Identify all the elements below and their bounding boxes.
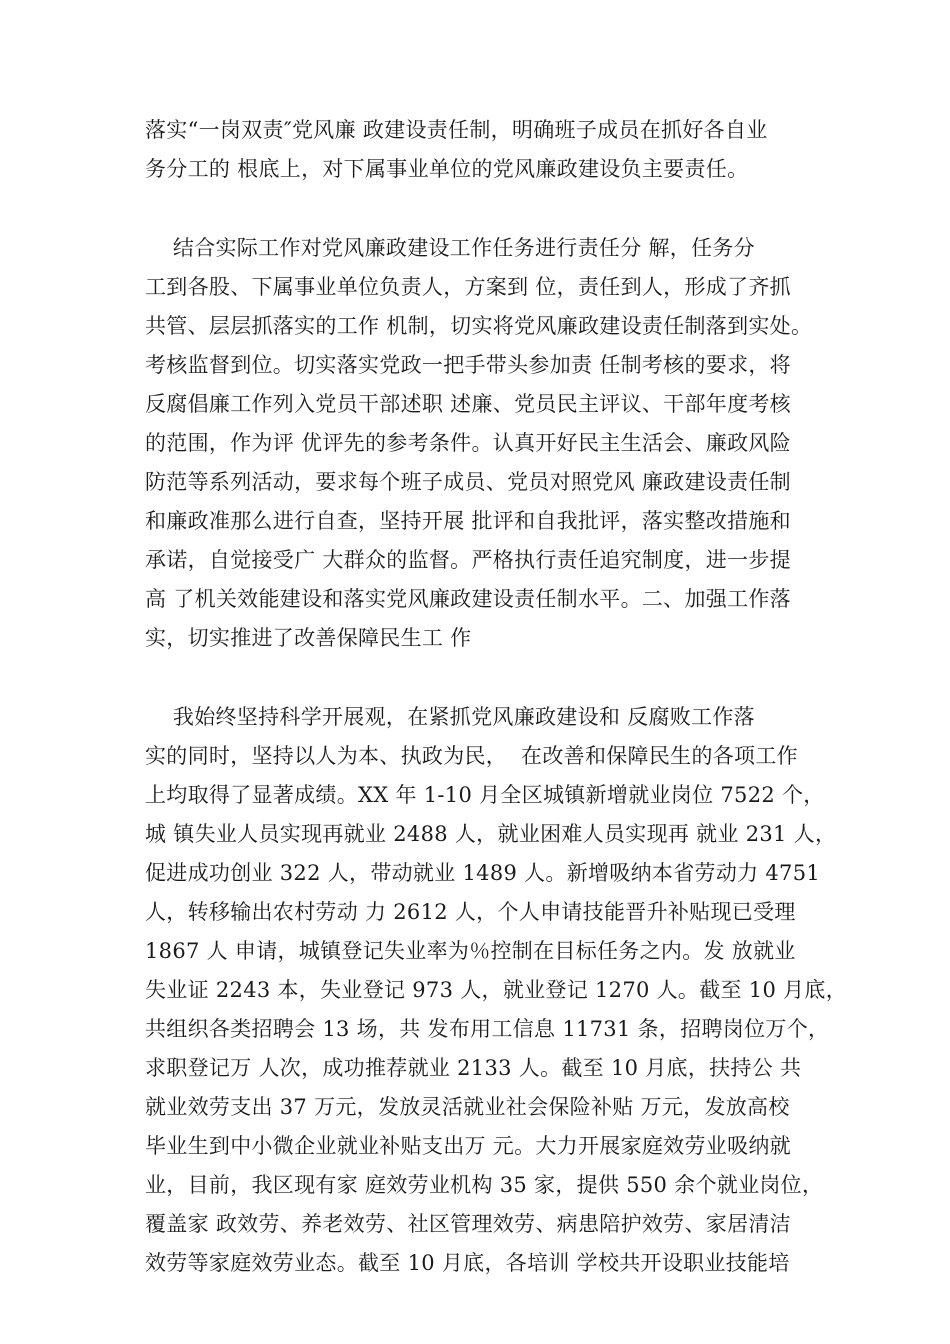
text-line: 毕业生到中小微企业就业补贴支出万 元。大力开展家庭效劳业吸纳就 [145,1134,791,1158]
text-line: 和廉政准那么进行自查，坚持开展 批评和自我批评，落实整改措施和 [145,509,791,533]
text-line: 工到各股、下属事业单位负责人，方案到 位，责任到人，形成了齐抓 [145,275,791,299]
text-line: 承诺，自觉接受广 大群众的监督。严格执行责任追究制度，进一步提 [145,548,791,572]
text-line: 的范围，作为评 优评先的参考条件。认真开好民主生活会、廉政风险 [145,431,791,455]
text-line: 考核监督到位。切实落实党政一把手带头参加责 任制考核的要求，将 [145,353,791,377]
text-line: 共管、层层抓落实的工作 机制，切实将党风廉政建设责任制落到实处。 [145,314,813,338]
text-line: 促进成功创业 322 人，带动就业 1489 人。新增吸纳本省劳动力 4751 [145,861,821,885]
text-line: 落实“一岗双责″党风廉 政建设责任制，明确班子成员在抓好各自业 [145,118,768,142]
text-line: 失业证 2243 本，失业登记 973 人，就业登记 1270 人。截至 10 月底， [145,978,847,1002]
text-line: 务分工的 根底上，对下属事业单位的党风廉政建设负主要责任。 [145,157,749,181]
text-line: 实，切实推进了改善保障民生工 作 [145,626,472,650]
text-line: 我始终坚持科学开展观，在紧抓党风廉政建设和 反腐败工作落 [145,705,755,729]
text-line: 效劳等家庭效劳业态。截至 10 月底，各培训 学校共开设职业技能培 [145,1251,790,1275]
text-line: 1867 人 申请，城镇登记失业率为％控制在目标任务之内。发 放就业 [145,939,796,963]
text-line: 反腐倡廉工作列入党员干部述职 述廉、党员民主评议、干部年度考核 [145,392,791,416]
text-line: 上均取得了显著成绩。XX 年 1-10 月全区城镇新增就业岗位 7522 个， [145,783,825,807]
text-line: 人，转移输出农村劳动 力 2612 人，个人申请技能晋升补贴现已受理 [145,900,796,924]
text-line: 共组织各类招聘会 13 场，共 发布用工信息 11731 条，招聘岗位万个， [145,1017,830,1041]
text-line: 防范等系列活动，要求每个班子成员、党员对照党风 廉政建设责任制 [145,470,791,494]
text-line: 业，目前，我区现有家 庭效劳业机构 35 家，提供 550 余个就业岗位， [145,1173,824,1197]
text-line: 高 了机关效能建设和落实党风廉政建设责任制水平。二、加强工作落 [145,587,791,611]
text-line: 覆盖家 政效劳、养老效劳、社区管理效劳、病患陪护效劳、家居清洁 [145,1212,791,1236]
text-line: 就业效劳支出 37 万元，发放灵活就业社会保险补贴 万元，发放高校 [145,1095,790,1119]
text-line: 结合实际工作对党风廉政建设工作任务进行责任分 解，任务分 [145,236,755,260]
text-line: 实的同时，坚持以人为本、执政为民， 在改善和保障民生的各项工作 [145,744,798,768]
text-line: 求职登记万 人次，成功推荐就业 2133 人。截至 10 月底，扶持公 共 [145,1056,802,1080]
text-line: 城 镇失业人员实现再就业 2488 人，就业困难人员实现再 就业 231 人， [145,822,837,846]
